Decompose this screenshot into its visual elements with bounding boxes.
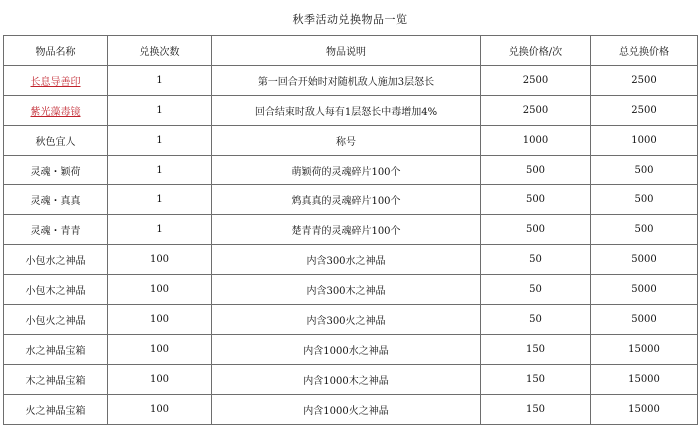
table-row bbox=[4, 185, 698, 215]
item-name-cell: 灵魂・青青 bbox=[4, 215, 108, 245]
item-description-cell: 称号 bbox=[212, 125, 481, 155]
item-name-cell[interactable] bbox=[4, 95, 108, 125]
table-row bbox=[4, 334, 698, 364]
header-exchange-count: 兑换次数 bbox=[108, 36, 212, 66]
total-cell: 15000 bbox=[591, 364, 698, 394]
price-cell: 150 bbox=[481, 394, 591, 424]
item-description-cell: 鸩真真的灵魂碎片100个 bbox=[212, 185, 481, 215]
item-name-cell: 小包水之神晶 bbox=[4, 245, 108, 275]
price-cell: 500 bbox=[481, 215, 591, 245]
item-description-cell: 楚青青的灵魂碎片100个 bbox=[212, 215, 481, 245]
item-description-cell: 内含300水之神晶 bbox=[212, 245, 481, 275]
header-price-per-exchange: 兑换价格/次 bbox=[481, 36, 591, 66]
price-cell: 50 bbox=[481, 305, 591, 335]
price-cell: 2500 bbox=[481, 65, 591, 95]
header-total-price: 总兑换价格 bbox=[591, 36, 698, 66]
total-cell: 2500 bbox=[591, 65, 698, 95]
item-name-cell: 火之神晶宝箱 bbox=[4, 394, 108, 424]
item-name-cell: 小包火之神晶 bbox=[4, 305, 108, 335]
total-cell: 15000 bbox=[591, 334, 698, 364]
price-cell: 150 bbox=[481, 334, 591, 364]
total-cell: 5000 bbox=[591, 305, 698, 335]
header-item-name: 物品名称 bbox=[4, 36, 108, 66]
item-name-link[interactable]: 紫光藻毒镜 bbox=[30, 106, 81, 118]
exchange-count-cell: 100 bbox=[108, 305, 212, 335]
item-description-cell: 内含1000火之神晶 bbox=[212, 394, 481, 424]
item-name-cell[interactable] bbox=[4, 65, 108, 95]
table-row bbox=[4, 364, 698, 394]
table-row bbox=[4, 95, 698, 125]
item-name-link[interactable]: 长息导善印 bbox=[30, 76, 81, 88]
exchange-count-cell: 100 bbox=[108, 364, 212, 394]
table-row bbox=[4, 394, 698, 424]
item-name-cell: 水之神晶宝箱 bbox=[4, 334, 108, 364]
price-cell: 2500 bbox=[481, 95, 591, 125]
exchange-count-cell: 1 bbox=[108, 65, 212, 95]
exchange-count-cell: 1 bbox=[108, 215, 212, 245]
header-item-description: 物品说明 bbox=[212, 36, 481, 66]
item-description-cell: 内含300木之神晶 bbox=[212, 275, 481, 305]
total-cell: 2500 bbox=[591, 95, 698, 125]
price-cell: 150 bbox=[481, 364, 591, 394]
price-cell: 50 bbox=[481, 275, 591, 305]
exchange-count-cell: 1 bbox=[108, 95, 212, 125]
exchange-count-cell: 1 bbox=[108, 155, 212, 185]
exchange-count-cell: 1 bbox=[108, 125, 212, 155]
table-row bbox=[4, 125, 698, 155]
total-cell: 500 bbox=[591, 185, 698, 215]
table-row bbox=[4, 65, 698, 95]
price-cell: 500 bbox=[481, 185, 591, 215]
exchange-table bbox=[3, 35, 698, 425]
exchange-count-cell: 100 bbox=[108, 275, 212, 305]
total-cell: 15000 bbox=[591, 394, 698, 424]
table-row bbox=[4, 245, 698, 275]
item-description-cell: 回合结束时敌人每有1层怒长中毒增加4% bbox=[212, 95, 481, 125]
total-cell: 1000 bbox=[591, 125, 698, 155]
exchange-count-cell: 100 bbox=[108, 334, 212, 364]
exchange-count-cell: 1 bbox=[108, 185, 212, 215]
exchange-count-cell: 100 bbox=[108, 394, 212, 424]
table-row bbox=[4, 305, 698, 335]
exchange-count-cell: 100 bbox=[108, 245, 212, 275]
item-name-cell: 木之神晶宝箱 bbox=[4, 364, 108, 394]
total-cell: 5000 bbox=[591, 245, 698, 275]
price-cell: 1000 bbox=[481, 125, 591, 155]
total-cell: 500 bbox=[591, 215, 698, 245]
item-description-cell: 内含1000木之神晶 bbox=[212, 364, 481, 394]
item-name-cell: 灵魂・真真 bbox=[4, 185, 108, 215]
table-row bbox=[4, 275, 698, 305]
item-description-cell: 内含1000水之神晶 bbox=[212, 334, 481, 364]
item-description-cell: 第一回合开始时对随机敌人施加3层怒长 bbox=[212, 65, 481, 95]
item-name-cell: 灵魂・颖荷 bbox=[4, 155, 108, 185]
total-cell: 5000 bbox=[591, 275, 698, 305]
total-cell: 500 bbox=[591, 155, 698, 185]
price-cell: 500 bbox=[481, 155, 591, 185]
item-description-cell: 内含300火之神晶 bbox=[212, 305, 481, 335]
price-cell: 50 bbox=[481, 245, 591, 275]
page-title: 秋季活动兑换物品一览 bbox=[292, 13, 408, 26]
table-header-row bbox=[4, 36, 698, 66]
item-name-cell: 小包木之神晶 bbox=[4, 275, 108, 305]
table-row bbox=[4, 215, 698, 245]
item-description-cell: 萌颖荷的灵魂碎片100个 bbox=[212, 155, 481, 185]
table-row bbox=[4, 155, 698, 185]
item-name-cell: 秋色宜人 bbox=[4, 125, 108, 155]
